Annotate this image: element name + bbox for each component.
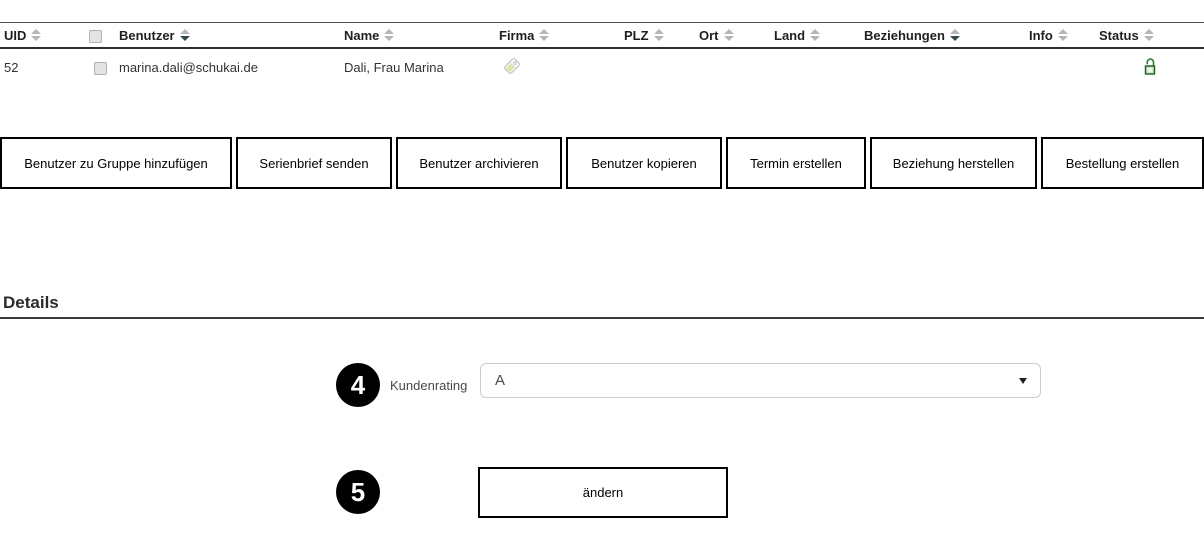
sort-icon[interactable]: [1144, 29, 1154, 41]
cell-firma: [495, 48, 620, 86]
cell-ort: [695, 48, 770, 86]
unlock-icon[interactable]: [1143, 58, 1157, 78]
kundenrating-label: Kundenrating: [390, 377, 468, 393]
sort-icon[interactable]: [654, 29, 664, 41]
send-serienbrief-button[interactable]: Serienbrief senden: [236, 137, 392, 189]
column-label: Firma: [499, 27, 535, 43]
step-5-badge: 5: [336, 470, 380, 514]
cell-uid: 52: [4, 60, 19, 75]
row-checkbox[interactable]: [94, 62, 107, 75]
column-label: UID: [4, 27, 27, 43]
sort-icon[interactable]: [1058, 29, 1068, 41]
details-heading: Details: [3, 293, 59, 312]
column-label: PLZ: [624, 27, 649, 43]
table-row: [0, 48, 1204, 86]
column-header-benutzer[interactable]: [115, 23, 340, 49]
column-label: Land: [774, 27, 806, 43]
user-table: [0, 22, 1204, 86]
select-all-checkbox[interactable]: [89, 30, 102, 43]
add-user-to-group-button[interactable]: Benutzer zu Gruppe hinzufügen: [0, 137, 232, 189]
column-header-name[interactable]: [340, 23, 495, 49]
copy-user-button[interactable]: Benutzer kopieren: [566, 137, 722, 189]
kundenrating-selected-value: A: [495, 372, 506, 389]
column-label: Info: [1029, 27, 1053, 43]
column-header-beziehungen[interactable]: [860, 23, 1025, 49]
dropdown-arrow-icon: [1019, 378, 1027, 384]
column-header-status[interactable]: [1095, 23, 1204, 49]
create-termin-button[interactable]: Termin erstellen: [726, 137, 866, 189]
column-label: Benutzer: [119, 27, 175, 43]
sort-icon[interactable]: [724, 29, 734, 41]
sort-icon[interactable]: [539, 29, 549, 41]
column-label: Beziehungen: [864, 27, 945, 43]
kundenrating-select[interactable]: [480, 363, 1041, 398]
cell-name: Dali, Frau Marina: [344, 60, 444, 75]
cell-info: [1025, 48, 1095, 86]
column-header-land[interactable]: [770, 23, 860, 49]
details-divider: [0, 317, 1204, 319]
cell-land: [770, 48, 860, 86]
create-bestellung-button[interactable]: Bestellung erstellen: [1041, 137, 1204, 189]
cell-benutzer[interactable]: marina.dali@schukai.de: [119, 60, 258, 75]
create-beziehung-button[interactable]: Beziehung herstellen: [870, 137, 1037, 189]
column-header-ort[interactable]: [695, 23, 770, 49]
sort-desc-icon[interactable]: [950, 29, 960, 41]
cell-beziehungen: [860, 48, 1025, 86]
cell-select: [85, 48, 115, 86]
column-label: Ort: [699, 27, 719, 43]
action-button-bar: [0, 137, 1204, 189]
change-button[interactable]: ändern: [478, 467, 728, 518]
column-header-uid[interactable]: [0, 23, 85, 49]
column-label: Status: [1099, 27, 1139, 43]
archive-user-button[interactable]: Benutzer archivieren: [396, 137, 562, 189]
sort-icon[interactable]: [31, 29, 41, 41]
sort-icon[interactable]: [384, 29, 394, 41]
cell-plz: [620, 48, 695, 86]
sort-icon[interactable]: [810, 29, 820, 41]
sort-desc-icon[interactable]: [180, 29, 190, 41]
column-label: Name: [344, 27, 380, 43]
step-4-badge: 4: [336, 363, 380, 407]
column-header-info[interactable]: [1025, 23, 1095, 49]
table-header-row: [0, 23, 1204, 49]
column-header-firma[interactable]: [495, 23, 620, 49]
column-header-select-all: [85, 23, 115, 49]
cell-status: [1095, 48, 1204, 86]
column-header-plz[interactable]: [620, 23, 695, 49]
tag-icon[interactable]: [501, 55, 523, 80]
